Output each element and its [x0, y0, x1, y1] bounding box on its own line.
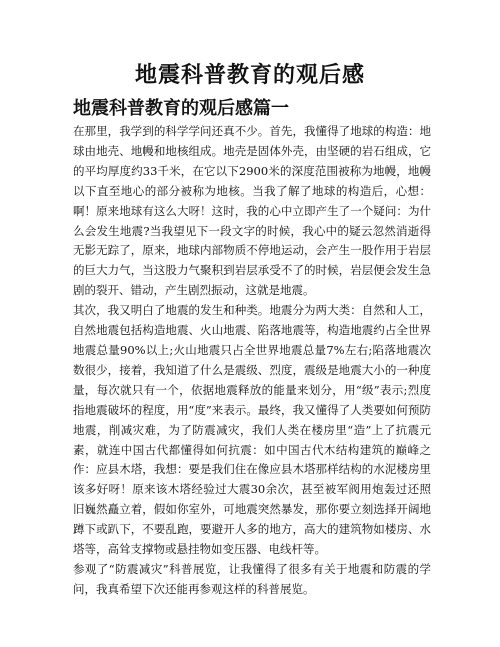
section-title: 地震科普教育的观后感篇一	[73, 98, 289, 119]
document-body	[73, 122, 431, 600]
paragraph-2: 其次，我又明白了地震的发生和种类。地震分为两大类：自然和人工，自然地震包括构造地震、火山地震、陷落地震等，构造地震约占全世界地震总量90%以上;火山地震只占全世界地震总量7%左右;陷落地震次数很少，接着，我知道了什么是震级、烈度，震级是地震大小的一种度量，每次就只有一个，依据地震释放的能量来划分，用“级”表示;烈度指地震破坏的程度，用“度”来表示。最终，我又懂得了人类要如何预防地震，削减灾难，为了防震减灾，我们人类在楼房里“造”上了抗震元素，就连中国古代都懂得如何抗震：如中国古代木结构建筑的巅峰之作：应县木塔，我想：要是我们住在像应县木塔那样结构的水泥楼房里该多好呀！原来该木塔经验过大震30余次，甚至被军阀用炮轰过还照旧巍然矗立着，假如你室外，可地震突然暴发，那你要立刻选择开阔地蹲下或趴下，不要乱跑，要避开人多的地方，高大的建筑物如楼房、水塔等，高耸支撑物或悬挂物如变压器、电线杆等。	[73, 303, 431, 557]
paragraph-3: 参观了“防震减灾”科普展览，让我懂得了很多有关于地震和防震的学问，我真希望下次还能再参观这样的科普展览。	[73, 561, 431, 596]
paragraph-1: 在那里，我学到的科学学问还真不少。首先，我懂得了地球的构造：地球由地壳、地幔和地核组成。地壳是固体外壳，由坚硬的岩石组成，它的平均厚度约33千米，在它以下2900米的深度范围被称为地幔，地幔以下直至地心的部分被称为地核。当我了解了地球的构造后，心想：啊！原来地球有这么大呀！这时，我的心中立即产生了一个疑问：为什么会发生地震?当我望见下一段文字的时候，我心中的疑云忽然消逝得无影无踪了，原来，地球内部物质不停地运动，会产生一股作用于岩层的巨大力气，当这股力气聚积到岩层承受不了的时候，岩层便会发生急剧的裂开、错动，产生剧烈振动，这就是地震。	[73, 124, 431, 298]
document-title: 地震科普教育的观后感	[134, 62, 365, 88]
